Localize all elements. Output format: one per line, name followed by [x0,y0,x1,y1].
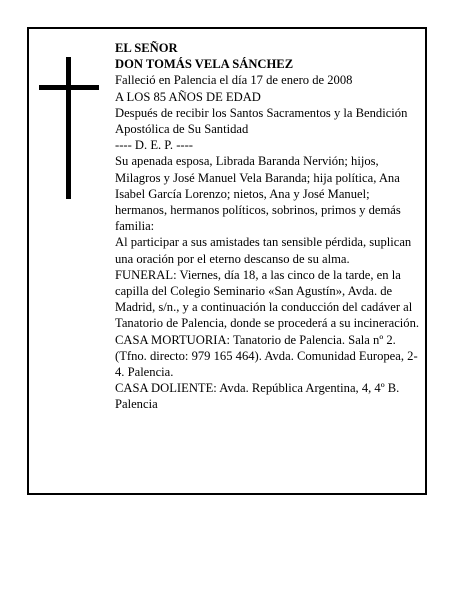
death-date-line: Falleció en Palencia el día 17 de enero de 2008 [115,73,353,88]
cross-vertical-bar [66,57,71,199]
obituary-text [115,40,421,413]
mortuary-paragraph: CASA MORTUORIA: Tanatorio de Palencia. Sala nº 2. (Tfno. directo: 979 165 464). Avda. Comunidad Europea, 2-4. Palencia. [115,332,418,380]
sacraments-paragraph: Después de recibir los Santos Sacramentos y la Bendición Apostólica de Su Santidad [115,105,408,137]
dep-line: ---- D. E. P. ---- [115,138,193,153]
title-line-1: EL SEÑOR [115,41,178,55]
obituary-frame [27,27,427,495]
latin-cross-icon [39,57,99,199]
mourning-house-paragraph: CASA DOLIENTE: Avda. República Argentina, 4, 4º B. Palencia [115,381,400,412]
prayer-request-paragraph: Al participar a sus amistades tan sensible pérdida, suplican una oración por el eterno descanso de su alma. [115,235,412,266]
age-line: A LOS 85 AÑOS DE EDAD [115,89,261,104]
cross-horizontal-bar [39,85,99,90]
funeral-paragraph: FUNERAL: Viernes, día 18, a las cinco de la tarde, en la capilla del Colegio Seminario «San Agustín», Avda. de Madrid, s/n., y a continuación la conducción del cadáver al Tanatorio de Palencia, donde se procederá a su incineración. [115,267,420,331]
deceased-name: DON TOMÁS VELA SÁNCHEZ [115,57,294,72]
family-paragraph: Su apenada esposa, Librada Baranda Nervión; hijos, Milagros y José Manuel Vela Baranda; hija política, Ana Isabel García Lorenzo; nietos, Ana y José Manuel; hermanos, hermanos políticos, sobrinos, primos y demás familia: [115,154,401,234]
